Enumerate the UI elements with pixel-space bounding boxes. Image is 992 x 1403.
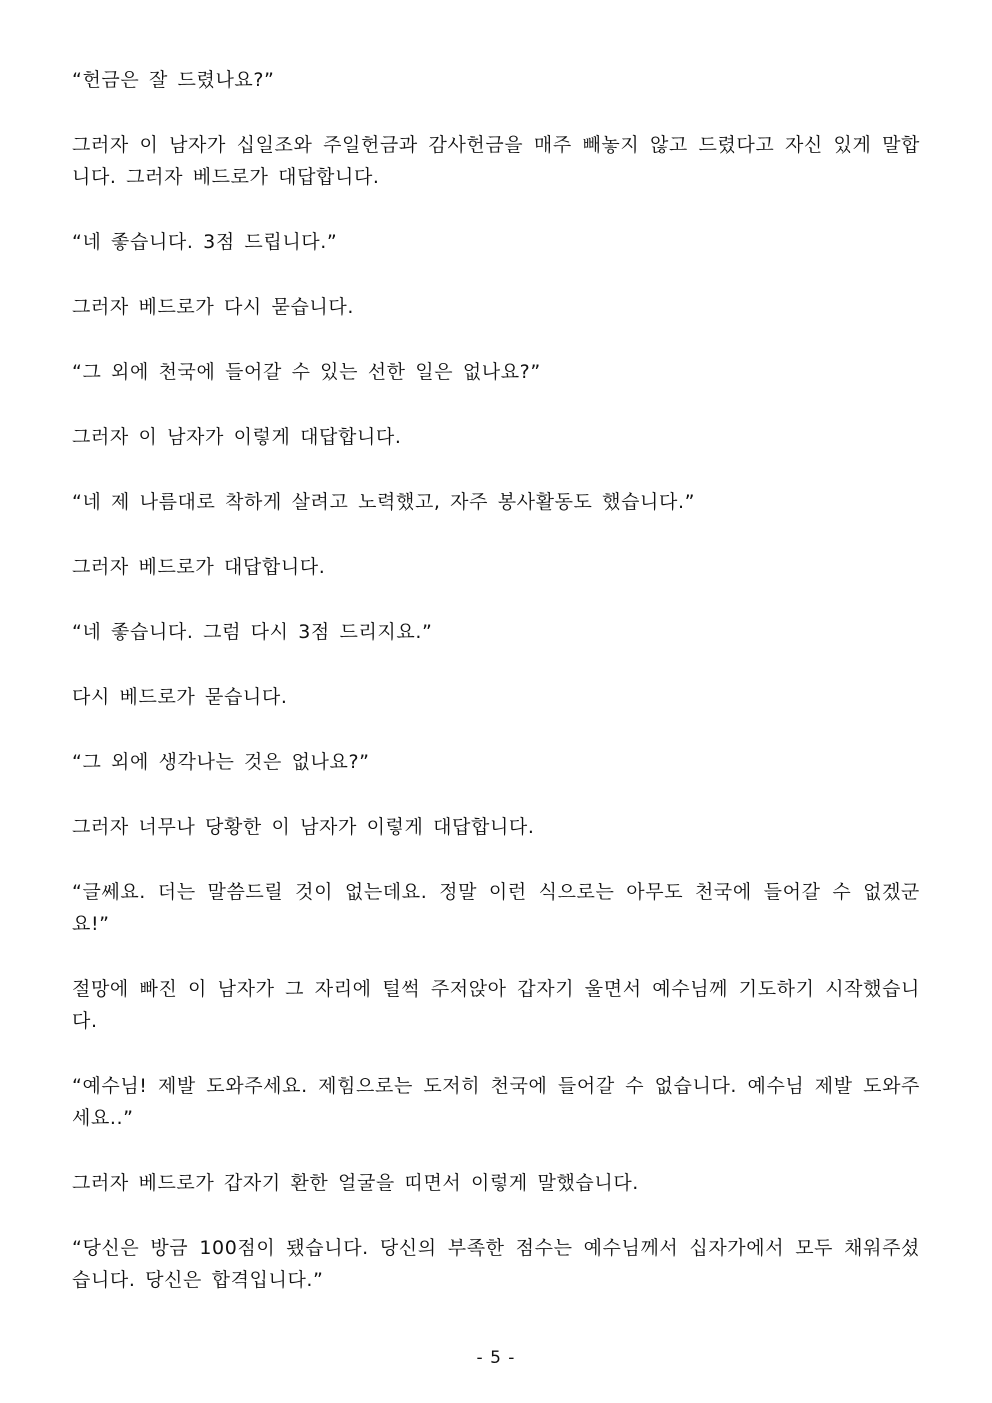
- document-body: [72, 64, 920, 1329]
- paragraph: 그러자 베드로가 대답합니다.: [72, 556, 326, 578]
- paragraph: “그 외에 천국에 들어갈 수 있는 선한 일은 없나요?”: [72, 361, 541, 383]
- paragraph: 다시 베드로가 묻습니다.: [72, 686, 288, 708]
- paragraph: 그러자 베드로가 다시 묻습니다.: [72, 296, 354, 318]
- paragraph: “그 외에 생각나는 것은 없나요?”: [72, 751, 370, 773]
- page-number: - 5 -: [476, 1348, 516, 1368]
- paragraph: “네 좋습니다. 그럼 다시 3점 드리지요.”: [72, 621, 433, 643]
- paragraph: 그러자 너무나 당황한 이 남자가 이렇게 대답합니다.: [72, 816, 535, 838]
- paragraph: 그러자 이 남자가 이렇게 대답합니다.: [72, 426, 402, 448]
- paragraph: “네 좋습니다. 3점 드립니다.”: [72, 231, 338, 253]
- paragraph: 그러자 베드로가 갑자기 환한 얼굴을 띠면서 이렇게 말했습니다.: [72, 1172, 639, 1194]
- paragraph: “글쎄요. 더는 말씀드릴 것이 없는데요. 정말 이런 식으로는 아무도 천국에 들어갈 수 없겠군요!”: [72, 881, 920, 935]
- paragraph: “예수님! 제발 도와주세요. 제힘으로는 도저히 천국에 들어갈 수 없습니다. 예수님 제발 도와주세요..”: [72, 1075, 920, 1129]
- paragraph: 절망에 빠진 이 남자가 그 자리에 털썩 주저앉아 갑자기 울면서 예수님께 기도하기 시작했습니다.: [72, 978, 920, 1032]
- paragraph: “헌금은 잘 드렸나요?”: [72, 69, 275, 91]
- paragraph: “네 제 나름대로 착하게 살려고 노력했고, 자주 봉사활동도 했습니다.”: [72, 491, 696, 513]
- paragraph: 그러자 이 남자가 십일조와 주일헌금과 감사헌금을 매주 빼놓지 않고 드렸다고 자신 있게 말합니다. 그러자 베드로가 대답합니다.: [72, 134, 920, 188]
- paragraph: “당신은 방금 100점이 됐습니다. 당신의 부족한 점수는 예수님께서 십자가에서 모두 채워주셨습니다. 당신은 합격입니다.”: [72, 1237, 920, 1291]
